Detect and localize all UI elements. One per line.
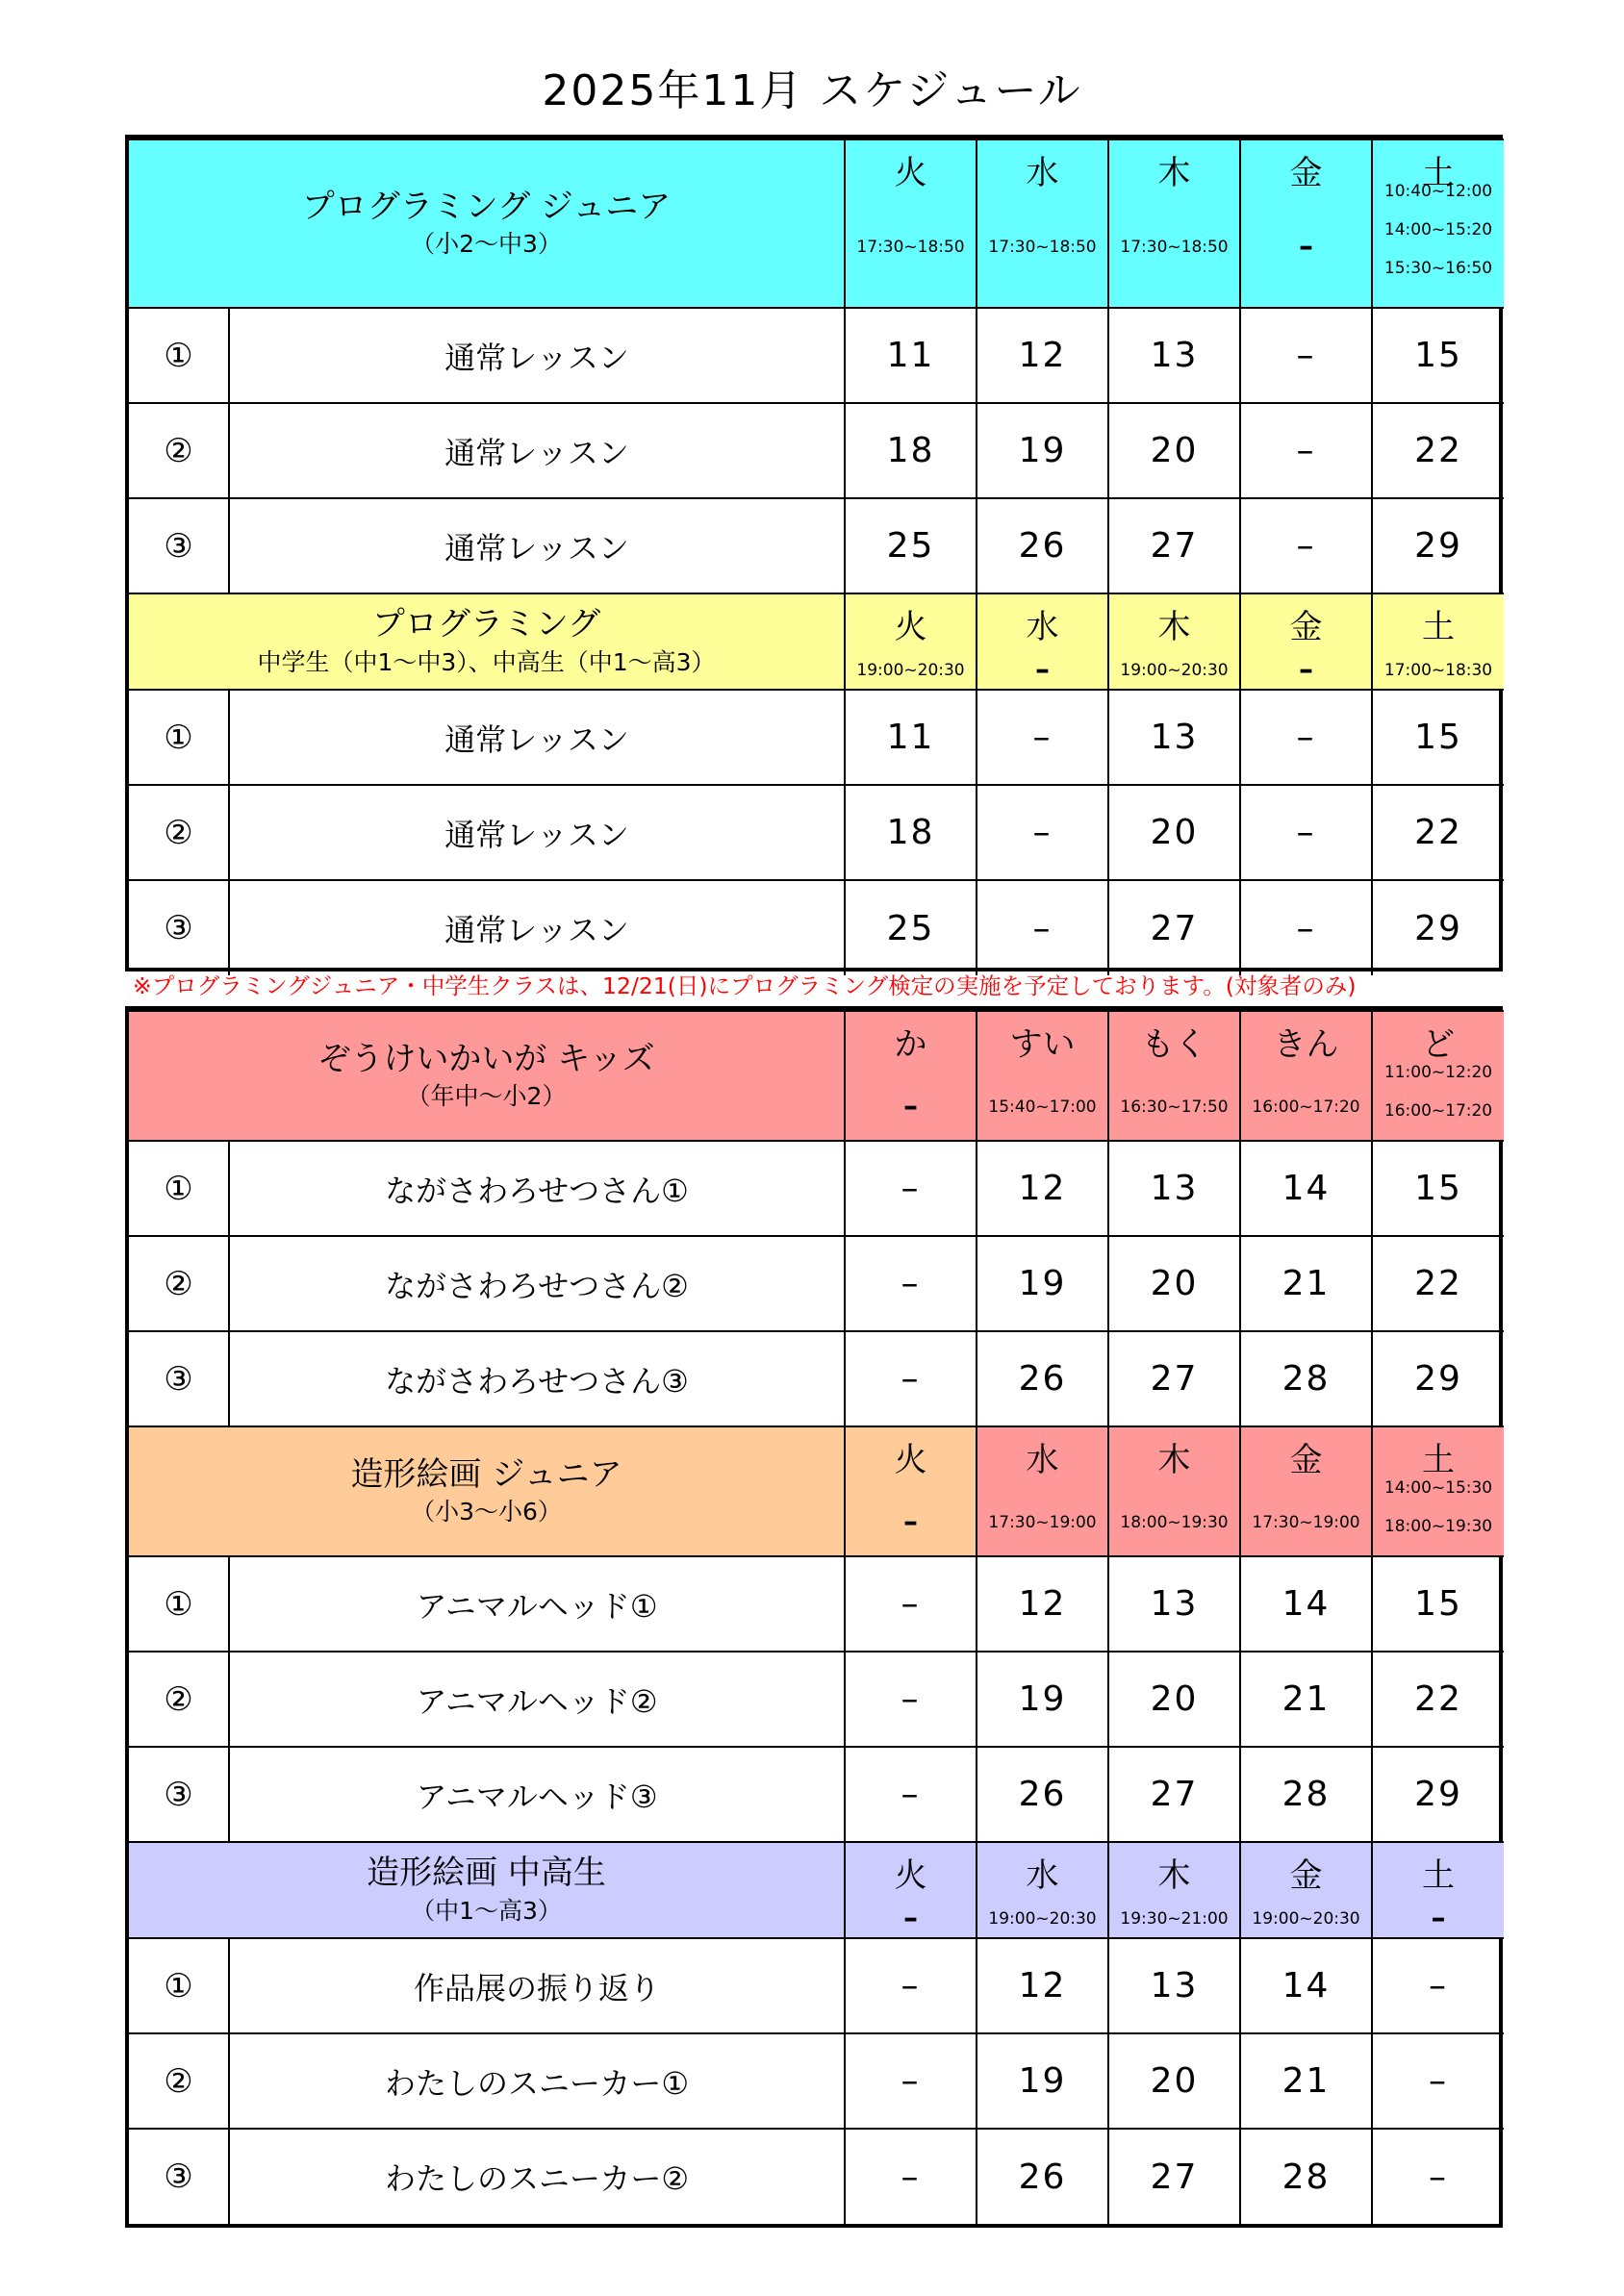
- day-name: 火: [894, 1856, 927, 1895]
- day-name: 土: [1422, 1441, 1456, 1479]
- day-header-cell: [1372, 139, 1504, 308]
- class-time: 17:30~19:00: [988, 1513, 1097, 1532]
- section-title: ぞうけいかいが キッズ: [317, 1039, 655, 1078]
- lesson-label: わたしのスニーカー②: [229, 2129, 845, 2224]
- day-header-cell: [1240, 1011, 1372, 1141]
- section-header-row: [129, 1011, 1504, 1141]
- lesson-date: 19: [977, 403, 1108, 498]
- class-time: 17:30~18:50: [1120, 238, 1229, 257]
- day-header-cell: [845, 593, 977, 690]
- day-header-cell: [977, 1842, 1108, 1938]
- lesson-date: 25: [845, 498, 977, 593]
- lesson-number: ②: [129, 785, 229, 880]
- lesson-date: 27: [1108, 498, 1240, 593]
- lesson-label: 通常レッスン: [229, 785, 845, 880]
- lesson-date: –: [845, 1141, 977, 1236]
- lesson-number: ①: [129, 690, 229, 785]
- lesson-label: アニマルヘッド①: [229, 1556, 845, 1652]
- lesson-date: 22: [1372, 1236, 1504, 1331]
- section-subtitle: （年中～小2）: [406, 1082, 567, 1111]
- section-subtitle: （小2～中3）: [411, 230, 562, 259]
- lesson-date: –: [845, 1236, 977, 1331]
- class-time: 10:40~12:00: [1383, 182, 1493, 201]
- day-header-cell: [1372, 593, 1504, 690]
- lesson-date: 29: [1372, 1331, 1504, 1426]
- lesson-date: –: [1240, 498, 1372, 593]
- lesson-number: ①: [129, 1141, 229, 1236]
- day-name: 土: [1422, 154, 1456, 192]
- lesson-row: [129, 403, 1504, 498]
- lesson-date: –: [845, 1652, 977, 1747]
- no-class-dash: –: [1299, 653, 1314, 687]
- lesson-number: ②: [129, 1236, 229, 1331]
- class-time: 19:00~20:30: [1252, 1909, 1360, 1929]
- page-title: 2025年11月 スケジュール: [542, 66, 1082, 115]
- section-subtitle: （小3～小6）: [411, 1498, 562, 1526]
- lesson-date: 18: [845, 403, 977, 498]
- lesson-label: ながさわろせつさん②: [229, 1236, 845, 1331]
- lesson-date: 15: [1372, 308, 1504, 403]
- class-time: 15:30~16:50: [1383, 259, 1493, 278]
- lesson-date: 21: [1240, 2033, 1372, 2129]
- lesson-date: 20: [1108, 785, 1240, 880]
- class-time: 17:00~18:30: [1383, 661, 1493, 680]
- lesson-number: ③: [129, 880, 229, 975]
- lesson-label: ながさわろせつさん①: [229, 1141, 845, 1236]
- day-header-cell: [1108, 139, 1240, 308]
- lesson-date: 22: [1372, 1652, 1504, 1747]
- class-time: 17:30~18:50: [988, 238, 1097, 257]
- lesson-date: 22: [1372, 785, 1504, 880]
- lesson-row: [129, 308, 1504, 403]
- lesson-date: 27: [1108, 1331, 1240, 1426]
- lesson-date: 13: [1108, 690, 1240, 785]
- section-subtitle: （中1～高3）: [411, 1896, 562, 1925]
- lesson-date: 28: [1240, 1747, 1372, 1842]
- lesson-row: [129, 2033, 1504, 2129]
- lesson-label: 作品展の振り返り: [229, 1938, 845, 2033]
- day-name: 土: [1422, 1856, 1456, 1895]
- day-header-cell: [1240, 1426, 1372, 1556]
- lesson-label: 通常レッスン: [229, 880, 845, 975]
- day-header-cell: [1372, 1842, 1504, 1938]
- section-header: [129, 1011, 845, 1141]
- lesson-date: –: [1372, 2033, 1504, 2129]
- lesson-date: 21: [1240, 1652, 1372, 1747]
- lesson-date: 26: [977, 2129, 1108, 2224]
- lesson-date: 12: [977, 1556, 1108, 1652]
- lesson-date: –: [1372, 1938, 1504, 2033]
- lesson-date: 29: [1372, 498, 1504, 593]
- lesson-row: [129, 1556, 1504, 1652]
- no-class-dash: –: [903, 1090, 919, 1123]
- lesson-date: 22: [1372, 403, 1504, 498]
- lesson-date: 20: [1108, 2033, 1240, 2129]
- section-header-row: [129, 139, 1504, 308]
- lesson-number: ③: [129, 1747, 229, 1842]
- lesson-date: –: [845, 1331, 977, 1426]
- lesson-date: 11: [845, 690, 977, 785]
- class-time: 16:30~17:50: [1120, 1098, 1229, 1117]
- lesson-date: –: [1240, 308, 1372, 403]
- lesson-date: 29: [1372, 880, 1504, 975]
- class-time: 14:00~15:20: [1383, 220, 1493, 240]
- lesson-date: –: [845, 1556, 977, 1652]
- class-time: 16:00~17:20: [1383, 1101, 1493, 1121]
- no-class-dash: –: [1035, 653, 1051, 687]
- lesson-label: アニマルヘッド②: [229, 1652, 845, 1747]
- day-name: 木: [1157, 1856, 1191, 1895]
- day-header-cell: [1372, 1426, 1504, 1556]
- section-header-row: [129, 1842, 1504, 1938]
- day-name: 金: [1289, 1441, 1323, 1479]
- lesson-date: 12: [977, 1938, 1108, 2033]
- lesson-row: [129, 690, 1504, 785]
- lesson-number: ③: [129, 1331, 229, 1426]
- lesson-row: [129, 1938, 1504, 2033]
- lesson-number: ②: [129, 1652, 229, 1747]
- section-title: プログラミング ジュニア: [301, 187, 672, 226]
- day-name: 金: [1289, 1856, 1323, 1895]
- lesson-date: 13: [1108, 1556, 1240, 1652]
- lesson-date: 12: [977, 308, 1108, 403]
- section-header-row: [129, 593, 1504, 690]
- day-header-cell: [1108, 1011, 1240, 1141]
- day-name: 火: [894, 154, 927, 192]
- lesson-date: 13: [1108, 1938, 1240, 2033]
- lesson-label: 通常レッスン: [229, 498, 845, 593]
- lesson-date: 20: [1108, 403, 1240, 498]
- lesson-number: ②: [129, 2033, 229, 2129]
- lesson-number: ①: [129, 1556, 229, 1652]
- lesson-row: [129, 880, 1504, 975]
- lesson-date: 15: [1372, 1141, 1504, 1236]
- no-class-dash: –: [903, 1505, 919, 1539]
- section-title: 造形絵画 中高生: [367, 1854, 606, 1893]
- day-header-cell: [977, 593, 1108, 690]
- section-subtitle: 中学生（中1～中3）、中高生（中1～高3）: [257, 647, 716, 676]
- lesson-date: 28: [1240, 1331, 1372, 1426]
- class-time: 15:40~17:00: [988, 1098, 1097, 1117]
- lesson-date: 19: [977, 1236, 1108, 1331]
- lesson-row: [129, 2129, 1504, 2224]
- lesson-date: –: [845, 2033, 977, 2129]
- lesson-date: 19: [977, 2033, 1108, 2129]
- lesson-date: 27: [1108, 2129, 1240, 2224]
- schedule-block: [125, 1006, 1503, 2228]
- lesson-date: –: [845, 1938, 977, 2033]
- lesson-number: ①: [129, 308, 229, 403]
- section-title: 造形絵画 ジュニア: [350, 1454, 622, 1494]
- lesson-date: 28: [1240, 2129, 1372, 2224]
- day-name: 金: [1289, 154, 1323, 192]
- day-name: きん: [1273, 1025, 1339, 1064]
- day-name: 土: [1422, 608, 1456, 646]
- day-name: 水: [1026, 1856, 1059, 1895]
- class-time: 19:00~20:30: [856, 661, 965, 680]
- class-time: 17:30~19:00: [1252, 1513, 1360, 1532]
- day-name: か: [894, 1025, 927, 1064]
- lesson-date: 21: [1240, 1236, 1372, 1331]
- lesson-label: わたしのスニーカー①: [229, 2033, 845, 2129]
- lesson-date: 13: [1108, 308, 1240, 403]
- lesson-number: ①: [129, 1938, 229, 2033]
- day-header-cell: [845, 1426, 977, 1556]
- lesson-date: 29: [1372, 1747, 1504, 1842]
- day-header-cell: [1108, 593, 1240, 690]
- day-name: もく: [1141, 1025, 1207, 1064]
- class-time: 19:00~20:30: [1120, 661, 1229, 680]
- lesson-row: [129, 498, 1504, 593]
- day-header-cell: [977, 1426, 1108, 1556]
- class-time: 18:00~19:30: [1383, 1517, 1493, 1536]
- lesson-date: –: [1240, 880, 1372, 975]
- section-title: プログラミング: [371, 605, 601, 644]
- day-header-cell: [1240, 1842, 1372, 1938]
- lesson-date: 26: [977, 1747, 1108, 1842]
- lesson-date: 15: [1372, 690, 1504, 785]
- lesson-row: [129, 1236, 1504, 1331]
- lesson-label: 通常レッスン: [229, 308, 845, 403]
- schedule-table: [129, 139, 1504, 975]
- lesson-date: –: [977, 690, 1108, 785]
- day-name: ど: [1422, 1025, 1456, 1064]
- day-name: 水: [1026, 154, 1059, 192]
- no-class-dash: –: [1299, 230, 1314, 264]
- lesson-date: –: [1240, 403, 1372, 498]
- lesson-row: [129, 785, 1504, 880]
- lesson-date: 18: [845, 785, 977, 880]
- lesson-label: 通常レッスン: [229, 690, 845, 785]
- class-time: 19:00~20:30: [988, 1909, 1097, 1929]
- day-header-cell: [1108, 1426, 1240, 1556]
- lesson-number: ③: [129, 2129, 229, 2224]
- day-header-cell: [1372, 1011, 1504, 1141]
- lesson-date: 19: [977, 1652, 1108, 1747]
- lesson-date: –: [977, 785, 1108, 880]
- class-time: 16:00~17:20: [1252, 1098, 1360, 1117]
- schedule-block: [125, 135, 1503, 971]
- section-header: [129, 593, 845, 690]
- lesson-date: 26: [977, 1331, 1108, 1426]
- day-header-cell: [977, 139, 1108, 308]
- lesson-date: 15: [1372, 1556, 1504, 1652]
- lesson-label: 通常レッスン: [229, 403, 845, 498]
- lesson-row: [129, 1652, 1504, 1747]
- section-header-row: [129, 1426, 1504, 1556]
- no-class-dash: –: [903, 1902, 919, 1935]
- day-name: 水: [1026, 1441, 1059, 1479]
- lesson-date: 20: [1108, 1236, 1240, 1331]
- day-header-cell: [1240, 139, 1372, 308]
- lesson-date: 27: [1108, 1747, 1240, 1842]
- lesson-number: ②: [129, 403, 229, 498]
- lesson-date: 13: [1108, 1141, 1240, 1236]
- lesson-date: 14: [1240, 1556, 1372, 1652]
- no-class-dash: –: [1431, 1902, 1446, 1935]
- lesson-date: 25: [845, 880, 977, 975]
- lesson-date: –: [1240, 785, 1372, 880]
- day-name: 金: [1289, 608, 1323, 646]
- lesson-label: アニマルヘッド③: [229, 1747, 845, 1842]
- day-header-cell: [977, 1011, 1108, 1141]
- lesson-label: ながさわろせつさん③: [229, 1331, 845, 1426]
- lesson-date: 20: [1108, 1652, 1240, 1747]
- lesson-date: 12: [977, 1141, 1108, 1236]
- class-time: 11:00~12:20: [1383, 1063, 1493, 1082]
- lesson-date: –: [977, 880, 1108, 975]
- lesson-date: 27: [1108, 880, 1240, 975]
- day-name: 火: [894, 608, 927, 646]
- day-name: 木: [1157, 608, 1191, 646]
- lesson-date: 14: [1240, 1141, 1372, 1236]
- day-header-cell: [845, 1011, 977, 1141]
- day-name: 火: [894, 1441, 927, 1479]
- lesson-date: 26: [977, 498, 1108, 593]
- schedule-table: [129, 1010, 1504, 2224]
- lesson-date: –: [1372, 2129, 1504, 2224]
- day-header-cell: [1240, 593, 1372, 690]
- day-name: 木: [1157, 154, 1191, 192]
- day-name: 水: [1026, 608, 1059, 646]
- exam-notice: ※プログラミングジュニア・中学生クラスは、12/21(日)にプログラミング検定の実施を予定しております。(対象者のみ): [133, 972, 1357, 999]
- class-time: 18:00~19:30: [1120, 1513, 1229, 1532]
- lesson-row: [129, 1747, 1504, 1842]
- lesson-date: 11: [845, 308, 977, 403]
- lesson-date: 14: [1240, 1938, 1372, 2033]
- day-name: すい: [1009, 1025, 1076, 1064]
- lesson-date: –: [845, 1747, 977, 1842]
- day-header-cell: [845, 139, 977, 308]
- lesson-date: –: [845, 2129, 977, 2224]
- section-header: [129, 1842, 845, 1938]
- day-name: 木: [1157, 1441, 1191, 1479]
- day-header-cell: [845, 1842, 977, 1938]
- class-time: 14:00~15:30: [1383, 1478, 1493, 1498]
- lesson-row: [129, 1331, 1504, 1426]
- section-header: [129, 139, 845, 308]
- section-header: [129, 1426, 845, 1556]
- lesson-row: [129, 1141, 1504, 1236]
- day-header-cell: [1108, 1842, 1240, 1938]
- lesson-number: ③: [129, 498, 229, 593]
- class-time: 19:30~21:00: [1120, 1909, 1229, 1929]
- lesson-date: –: [1240, 690, 1372, 785]
- class-time: 17:30~18:50: [856, 238, 965, 257]
